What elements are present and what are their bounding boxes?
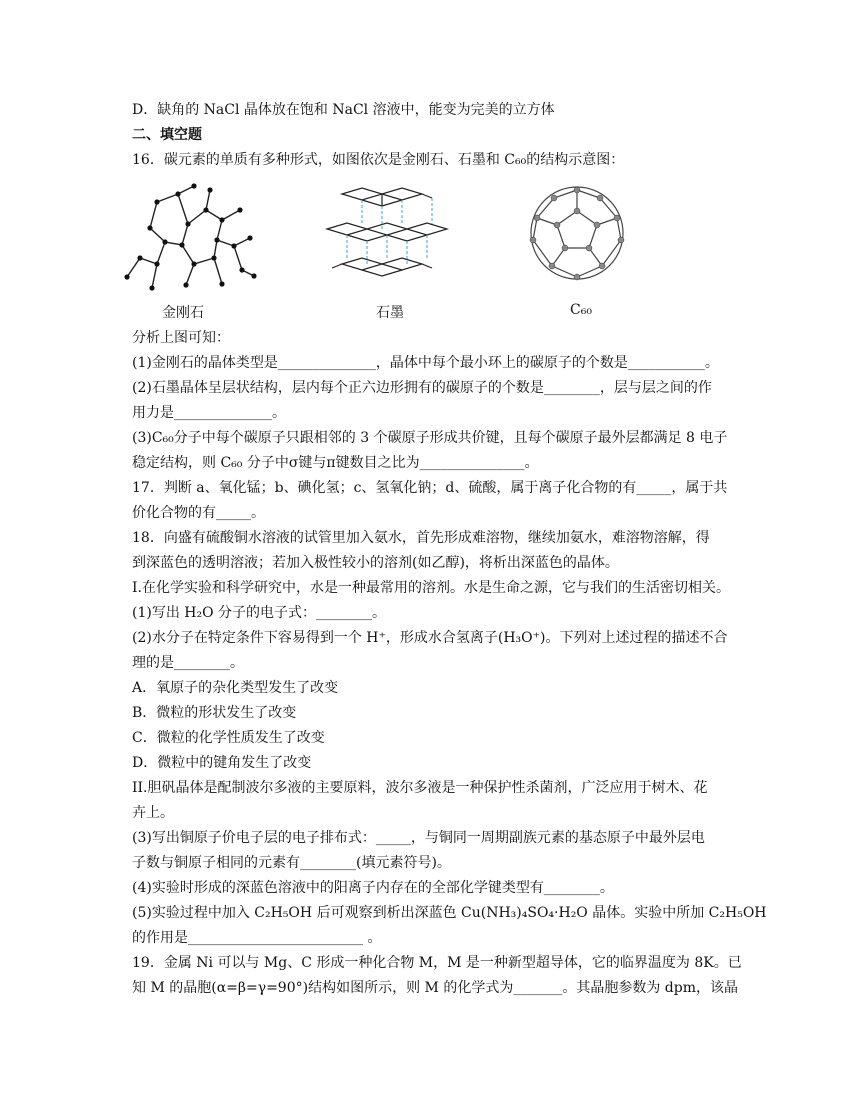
q18-line1: 18．向盛有硫酸铜水溶液的试管里加入氨水，首先形成难溶物，继续加氨水，难溶物溶解，得 (132, 530, 710, 546)
q18-section-i: I.在化学实验和科学研究中，水是一种最常用的溶剂。水是生命之源，它与我们的生活密切相关。 (132, 580, 730, 596)
q16-part3-line2: 稳定结构，则 C₆₀ 分子中σ键与π键数目之比为_______________。 (132, 455, 539, 471)
q18-section-ii-line2: 卉上。 (132, 805, 174, 821)
q18-part5-line1: (5)实验过程中加入 C₂H₅OH 后可观察到析出深蓝色 Cu(NH₃)₄SO₄·H₂O 晶体。实验中所加 C₂H₅OH (132, 905, 767, 921)
q18-section-ii-line1: II.胆矾晶体是配制波尔多液的主要原料，波尔多液是一种保护性杀菌剂，广泛应用于树木、花 (132, 780, 708, 796)
q18-part2-line2: 理的是________。 (132, 655, 244, 671)
graphite-caption: 石墨 (376, 305, 404, 321)
q16-analysis: 分析上图可知： (132, 330, 230, 346)
q18-part5-line2: 的作用是_________________________ 。 (132, 930, 382, 946)
q18-part2-line1: (2)水分子在特定条件下容易得到一个 H⁺，形成水合氢离子(H₃O⁺)。下列对上述过程的描述不合 (132, 630, 728, 646)
q17-line1: 17．判断 a、氧化锰；b、碘化氢；c、氢氧化钠；d、硫酸，属于离子化合物的有_____，属于共 (132, 480, 728, 496)
q18-option-b: B．微粒的形状发生了改变 (132, 705, 297, 721)
q16-part2-line1: (2)石墨晶体呈层状结构，层内每个正六边形拥有的碳原子的个数是________，层与层之间的作 (132, 380, 712, 396)
q16-part3-line1: (3)C₆₀分子中每个碳原子只跟相邻的 3 个碳原子形成共价键，且每个碳原子最外层都满足 8 电子 (132, 430, 728, 446)
q18-line2: 到深蓝色的透明溶液；若加入极性较小的溶剂(如乙醇)，将析出深蓝色的晶体。 (132, 555, 619, 571)
section-heading: 二、填空题 (132, 127, 202, 143)
q18-part3-line1: (3)写出铜原子价电子层的电子排布式：_____，与铜同一周期副族元素的基态原子中最外层电 (132, 830, 705, 846)
diamond-structure-figure (122, 182, 272, 294)
q18-option-a: A．氧原子的杂化类型发生了改变 (132, 680, 339, 696)
q18-part1: (1)写出 H₂O 分子的电子式：________。 (132, 605, 387, 621)
option-d-q15: D．缺角的 NaCl 晶体放在饱和 NaCl 溶液中，能变为完美的立方体 (132, 102, 555, 118)
q16-part1: (1)金刚石的晶体类型是______________，晶体中每个最小环上的碳原子的个数是___________。 (132, 355, 719, 371)
q18-option-d: D．微粒中的键角发生了改变 (132, 755, 312, 771)
q19-line1: 19．金属 Ni 可以与 Mg、C 形成一种化合物 M，M 是一种新型超导体，它的临界温度为 8K。已 (132, 955, 742, 971)
q19-line2: 知 M 的晶胞(α=β=γ=90°)结构如图所示，则 M 的化学式为_______。其晶胞参数为 dpm，该晶 (132, 980, 738, 996)
c60-structure-figure (522, 178, 632, 288)
c60-caption: C₆₀ (570, 302, 592, 318)
diamond-caption: 金刚石 (162, 305, 204, 321)
q16-stem: 16．碳元素的单质有多种形式，如图依次是金刚石、石墨和 C₆₀的结构示意图： (132, 152, 625, 168)
graphite-structure-figure (322, 184, 452, 284)
q18-part3-line2: 子数与铜原子相同的元素有________(填元素符号)。 (132, 855, 451, 871)
q16-part2-line2: 用力是______________。 (132, 405, 286, 421)
q17-line2: 价化合物的有_____。 (132, 505, 265, 521)
q18-option-c: C．微粒的化学性质发生了改变 (132, 730, 325, 746)
q18-part4: (4)实验时形成的深蓝色溶液中的阳离子内存在的全部化学键类型有________。 (132, 880, 614, 896)
